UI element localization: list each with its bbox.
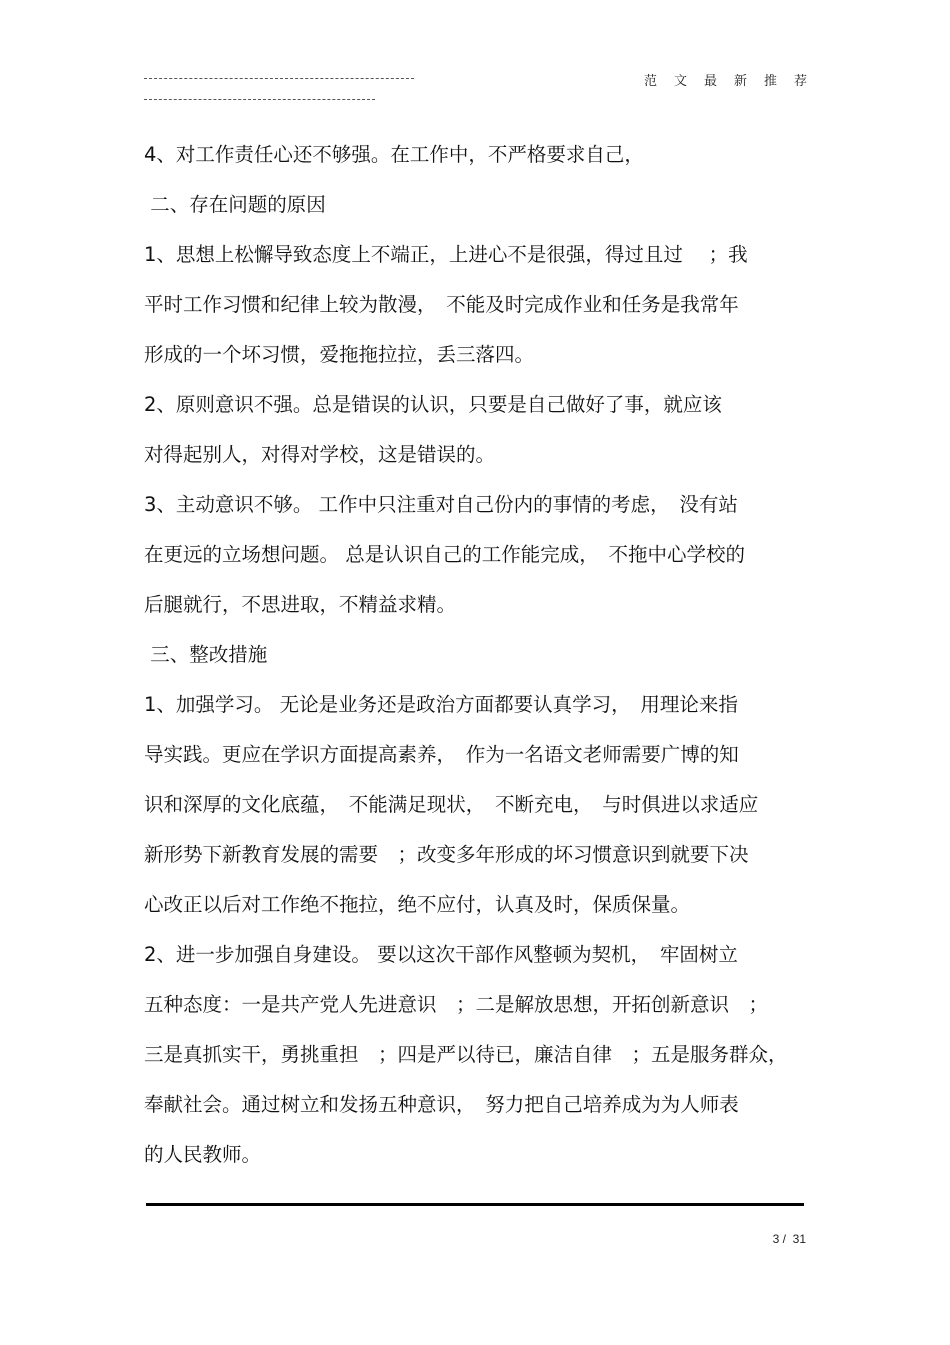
footer-rule [146, 1203, 804, 1206]
body-line: 导实践。更应在学识方面提高素养， 作为一名语文老师需要广博的知 [144, 743, 739, 766]
body-line: 的人民教师。 [144, 1143, 262, 1166]
body-line: 识和深厚的文化底蕴， 不能满足现状， 不断充电， 与时俱进以求适应 [144, 793, 759, 816]
body-line: 2、原则意识不强。总是错误的认识，只要是自己做好了事，就应该 [144, 393, 722, 416]
body-line: 4、对工作责任心还不够强。在工作中，不严格要求自己， [144, 143, 644, 166]
section-heading: 三、整改措施 [144, 643, 268, 666]
body-line: 三是真抓实干，勇挑重担 ；四是严以待已，廉洁自律 ；五是服务群众， [144, 1043, 788, 1066]
body-line: 平时工作习惯和纪律上较为散漫， 不能及时完成作业和任务是我常年 [144, 293, 739, 316]
header-title: 范文最新推荐 [643, 74, 824, 89]
body-line: 后腿就行，不思进取，不精益求精。 [144, 593, 457, 616]
body-line: 心改正以后对工作绝不拖拉，绝不应付，认真及时，保质保量。 [144, 893, 691, 916]
body-line: 3、主动意识不够。 工作中只注重对自己份内的事情的考虑， 没有站 [144, 493, 738, 516]
section-heading: 二、存在问题的原因 [144, 193, 326, 216]
body-line: 五种态度：一是共产党人先进意识 ；二是解放思想，开拓创新意识 ； [144, 993, 769, 1016]
header-dashed-rule [144, 78, 414, 79]
page-number: 3 / 31 [772, 1232, 806, 1246]
header-dashed-rule-short [144, 99, 375, 100]
body-line: 对得起别人，对得对学校，这是错误的。 [144, 443, 496, 466]
body-line: 奉献社会。通过树立和发扬五种意识， 努力把自己培养成为为人师表 [144, 1093, 739, 1116]
body-line: 2、进一步加强自身建设。 要以这次干部作风整顿为契机， 牢固树立 [144, 943, 738, 966]
body-line: 新形势下新教育发展的需要 ；改变多年形成的坏习惯意识到就要下决 [144, 843, 749, 866]
body-line: 1、思想上松懈导致态度上不端正，上进心不是很强，得过且过 ；我 [144, 243, 748, 266]
body-line: 在更远的立场想问题。 总是认识自己的工作能完成， 不拖中心学校的 [144, 543, 745, 566]
body-line: 形成的一个坏习惯，爱拖拖拉拉，丢三落四。 [144, 343, 535, 366]
body-line: 1、加强学习。 无论是业务还是政治方面都要认真学习， 用理论来指 [144, 693, 738, 716]
